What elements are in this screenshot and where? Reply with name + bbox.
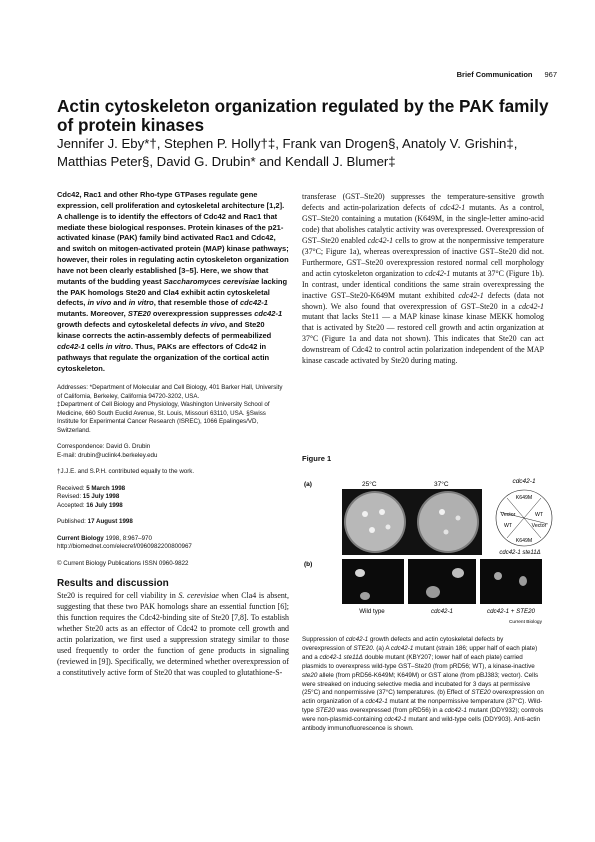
page-number: 967	[544, 70, 557, 79]
gene-name: cdc42-1	[384, 716, 407, 724]
micrograph-wild-type	[342, 559, 404, 604]
section-heading: Results and discussion	[57, 578, 169, 590]
colony	[379, 509, 385, 515]
gene-name: cdc42-1	[365, 698, 388, 706]
gene-name: cdc42-1	[240, 298, 268, 308]
gene-name: cdc42-1	[254, 309, 283, 319]
right-column	[302, 192, 544, 367]
published-date-line	[57, 518, 289, 527]
gene-name: cdc42-1	[458, 290, 484, 300]
gene-name: STE20	[315, 707, 335, 715]
body-text: defects (data not shown). We also found that overexpression of GST–Ste20 in a	[302, 290, 544, 311]
running-header	[457, 70, 557, 79]
species-name: Saccharomyces cerevisiae	[163, 276, 260, 286]
abstract-text: and	[111, 298, 129, 308]
body-text: mutants at 37°C (Figure 1b). In contrast, under identical conditions the same strain overexpressing the inactive GST–Ste20-K649M mutant exhibited	[302, 268, 544, 300]
correspondence-email[interactable]: E-mail: drubin@uclink4.berkeley.edu	[57, 451, 158, 459]
caption-text: double mutant (KBY207; lower half of each plate) carried plasmids to overexpress wild-type GST–Ste20 (from pRD56; WT), a kinase-inactive	[302, 653, 535, 670]
micrograph-cdc42-1-ste20	[480, 559, 542, 604]
temp-25-label: 25°C	[362, 481, 377, 488]
date-label: Published:	[57, 518, 88, 526]
body-text: mutants. As a control, GST–Ste20 containing a mutation (K649M, in the single-letter amino-acid code) that abolishes catalytic activity was overexpressed. Overexpression of GST–Ste20 enabled	[302, 202, 544, 245]
caption-text: mutant (DDY932); controls were non-plasmid-containing	[302, 707, 544, 724]
key-vector-right: Vector	[531, 523, 547, 529]
body-text: transferase (GST–Ste20) suppresses the temperature-sensitive growth defects and actin-polarization defects of	[302, 192, 544, 212]
caption-text: growth defects and actin cytoskeletal defects by overexpression of	[302, 636, 504, 652]
caption-text: . (a) A	[372, 644, 391, 652]
gene-name: cdc42-1	[439, 202, 466, 212]
date-label: Accepted:	[57, 501, 87, 509]
colony	[386, 525, 391, 530]
panel-b-label: (b)	[304, 561, 313, 568]
figure-credit: Current Biology	[508, 620, 542, 625]
journal-citation: 1998, 8:967–970	[103, 534, 152, 542]
abstract-text: cells	[84, 341, 106, 351]
abstract-text: , that resemble those of	[153, 298, 241, 308]
gene-name: cdc42-1	[345, 636, 369, 643]
gene-name: cdc42-1	[444, 707, 467, 715]
label-cdc42-1: cdc42-1	[430, 608, 454, 615]
abstract-text: Cdc42, Rac1 and other Rho-type GTPases regulate gene expression, cell proliferation and cytoskeletal architecture [1,2]. A challenge is to identify the effectors of Cdc42 and Rac1 that mediate these biological responses. Protein kinases of the p21-activated kinase (PAK) family bind activated Rac1 and Cdc42, and switch on mitogen-activated protein (MAP) kinase pathways; however, their roles in regulating actin cytoskeleton organization have not been clearly established [3–5]. Here, we show that mutants of the budding yeast	[57, 190, 289, 286]
abstract-italic: in vivo	[201, 320, 225, 330]
gene-name: cdc42-1	[518, 301, 544, 311]
abstract-italic: in vitro	[128, 298, 154, 308]
copyright: © Current Biology Publications ISSN 0960-9822	[57, 559, 189, 567]
abstract-text: growth defects and cytoskeletal defects	[57, 320, 202, 330]
body-paragraph	[302, 192, 544, 367]
abstract-text: overexpression suppresses	[150, 309, 255, 319]
abstract-italic: in vivo	[87, 298, 112, 308]
figure-label: Figure 1	[302, 454, 332, 463]
stained-cell	[494, 572, 502, 580]
abstract-text: . Thus, PAKs are effectors of Cdc42 in pathways that regulate the organization of the cortical actin cytoskeleton.	[57, 341, 270, 373]
gene-name: cdc42-1	[424, 268, 451, 278]
key-wt-left: WT	[503, 523, 513, 529]
abstract-text: lacking the PAK homologs Ste20 and Cla4 exhibit actin cytoskeletal defects,	[57, 276, 288, 308]
abstract-text: mutants. Moreover,	[57, 309, 128, 319]
key-vector-left: Vector	[500, 512, 516, 518]
author-list: Jennifer J. Eby*†, Stephen P. Holly†‡, Frank van Drogen§, Anatoly V. Grishin‡, Matthias Peter§, David G. Drubin* and Kendall J. Blumer‡	[57, 136, 518, 169]
affiliation: ‡Department of Cell Biology and Physiology, Washington University School of Medicine, 660 South Euclid Avenue, St. Louis, Missouri 63110, USA. §Swiss Institute for Experimental Cancer Research (ISREC), 1066 Epalinges/VD, Switzerland.	[57, 401, 270, 434]
caption-text: mutant at the nonpermissive temperature (37°C). Wild-type	[302, 698, 543, 715]
body-paragraph	[57, 591, 289, 679]
gene-name: cdc42-1	[367, 235, 394, 245]
gene-name: ste20	[302, 671, 318, 679]
abstract	[57, 190, 289, 374]
micrograph-cdc42-1	[408, 559, 476, 604]
key-wt-right: WT	[534, 512, 544, 518]
affiliations	[57, 384, 289, 435]
species-name: S. cerevisiae	[178, 591, 219, 601]
gene-name: cdc42-1	[57, 341, 85, 351]
body-text: mutant that lacks Ste11 — a MAP kinase kinase kinase MEKK homolog that is activated by Ste20 — restored cell growth and actin organization at 37°C (Figure 1a and data not shown). This indicates that Ste20 can act downstream of Cdc42 to control actin polarization independent of the MAP kinase cascade activated by Ste20 during mating.	[302, 312, 544, 366]
journal-name: Current Biology	[57, 534, 104, 542]
body-text: Ste20 is required for cell viability in	[57, 591, 179, 601]
panel-a-label: (a)	[304, 481, 312, 488]
key-double-mutant: cdc42-1 ste11Δ	[499, 550, 541, 556]
key-title: cdc42-1	[512, 478, 536, 485]
caption-text: allele (from pRD56-K649M; K649M) or GST alone (from pBJ383; vector). Cells were streaked on inducing selective media and incubated for 3 days at permissive (25°C) and nonpermissive (37°C) temperatures. (b) Effect of	[302, 671, 539, 697]
stained-cell	[519, 576, 527, 586]
caption-text: mutant and wild-type cells (DDY903). Anti-actin antibody immunofluorescence is shown.	[302, 716, 541, 733]
gene-name: cdc42-1 ste11Δ	[319, 653, 363, 661]
colony	[369, 527, 375, 533]
temp-37-label: 37°C	[434, 481, 449, 488]
stained-cell	[452, 568, 464, 578]
key-k649m-bottom: K649M	[515, 538, 533, 544]
gene-name: STE20	[353, 644, 373, 652]
caption-text: overexpression on actin organization of a	[302, 689, 544, 706]
caption-text: was overexpressed (from pRD56) in a	[334, 707, 445, 715]
key-k649m-top: K649M	[515, 495, 533, 501]
gene-name: STE20	[471, 689, 491, 697]
history-dates	[57, 485, 289, 511]
colony	[444, 530, 449, 535]
citation	[57, 535, 289, 552]
gene-name: cdc42-1	[390, 644, 414, 652]
stained-cell	[360, 592, 370, 600]
caption-text: mutant (strain 186; upper half of each plate) and a	[302, 644, 538, 661]
left-column	[57, 190, 289, 679]
stained-cell	[355, 569, 365, 577]
colony	[362, 511, 368, 517]
correspondence-name: Correspondence: David G. Drubin	[57, 443, 151, 451]
gene-name: STE20	[127, 309, 151, 319]
stained-cell	[426, 586, 440, 598]
figure-caption	[302, 636, 547, 734]
published-date: 17 August 1998	[87, 518, 133, 526]
article-url[interactable]: http://biomednet.com/elecref/0960982200800967	[57, 543, 192, 551]
affiliation: Addresses: *Department of Molecular and Cell Biology, 401 Barker Hall, University of California, Berkeley, California 94720-3202, USA.	[57, 384, 283, 400]
colony	[439, 509, 445, 515]
received-date: 5 March 1998	[86, 484, 126, 492]
colony	[456, 516, 461, 521]
date-label: Revised:	[57, 493, 83, 501]
label-wild-type: Wild type	[359, 608, 385, 615]
plate-25c-agar	[346, 493, 404, 551]
body-text: cells to grow at the nonpermissive temperature (37°C; Figure 1a), whereas overexpression of inactive GST–Ste20 did not. Furthermore, GST–Ste20 overexpression restored normal cell morphology and actin cytoskeleton organization to	[302, 235, 545, 278]
abstract-text: , and Ste20 kinase corrects the actin-assembly defects of permeabilized	[57, 320, 272, 340]
plate-37c-agar	[419, 493, 477, 551]
correspondence	[57, 443, 289, 460]
accepted-date: 16 July 1998	[86, 501, 123, 509]
body-text: when Cla4 is absent, suggesting that these two PAK homologs share an essential function [6]; this function requires the Cdc42-binding site of Ste20 [7,8]. To establish whether Ste20 acts as an effector of Cdc42 to promote cell growth and actin polarization, we first used a suppression strategy similar to those used frequently to order the function of gene products in signaling (reviewed in [9]). Specifically, we determined whether overexpression of a constitutively active form of Ste20 that was coupled to glutathione-S-	[57, 591, 289, 678]
caption-text: Suppression of	[302, 636, 346, 643]
abstract-italic: in vitro	[105, 341, 131, 351]
date-label: Received:	[57, 484, 87, 492]
revised-date: 15 July 1998	[82, 493, 120, 501]
label-cdc42-1-ste20: cdc42-1 + STE20	[487, 608, 535, 615]
contribution-note: †J.J.E. and S.P.H. contributed equally to the work.	[57, 468, 195, 476]
section-label: Brief Communication	[456, 70, 533, 79]
figure-1	[302, 472, 547, 632]
article-title: Actin cytoskeleton organization regulated by the PAK family of protein kinases	[57, 96, 549, 135]
